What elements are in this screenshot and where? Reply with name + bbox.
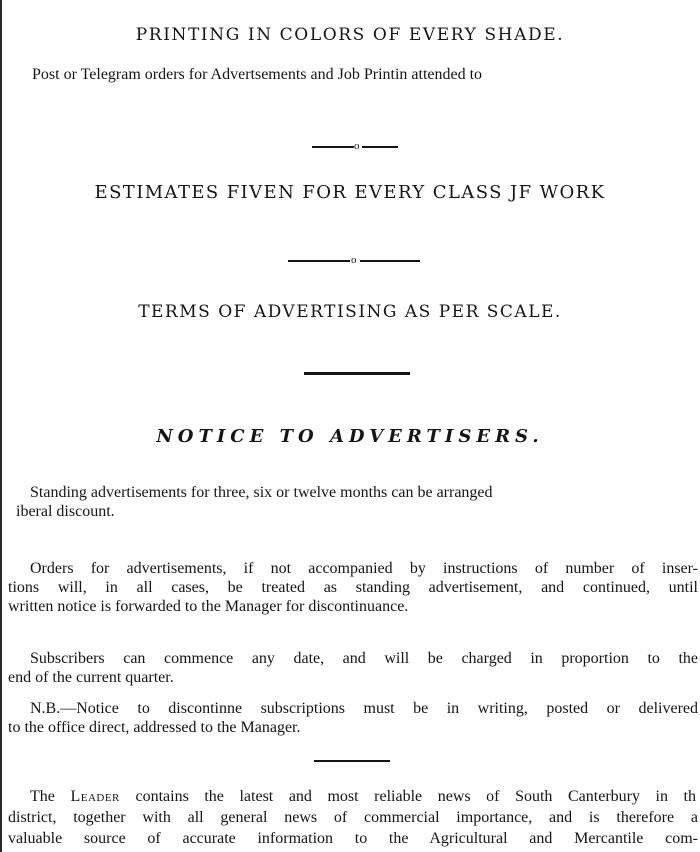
terms-heading: TERMS OF ADVERTISING AS PER SCALE. (138, 302, 562, 322)
leader-name: Leader (70, 788, 120, 805)
notice-heading: NOTICE TO ADVERTISERS. (156, 426, 544, 447)
estimates-heading: ESTIMATES FIVEN FOR EVERY CLASS JF WORK (94, 182, 606, 203)
printing-heading: PRINTING IN COLORS OF EVERY SHADE. (135, 25, 565, 45)
orders-line-3: written notice is forwarded to the Manager for discontinuance. (8, 598, 409, 615)
ornament-rule-left (312, 146, 354, 148)
leader-text-1: contains the latest and most reliable news of South Canterbury in th (135, 788, 697, 805)
leader-line-3: valuable source of accurate information to the Agricultural and Mercantile com- (8, 830, 698, 847)
nb-line-2: to the office direct, addressed to the Manager. (8, 719, 301, 736)
ornament-dot: o (351, 254, 357, 266)
orders-line-1: Orders for advertisements, if not accompanied by instructions of number of inser- (30, 560, 698, 577)
leader-line-1 (30, 788, 696, 806)
section-rule (314, 760, 390, 762)
ornament-rule-right (360, 260, 420, 262)
subscribers-line-1: Subscribers can commence any date, and will be charged in proportion to the (30, 650, 698, 667)
ornament-dot: o (354, 140, 360, 152)
leader-line-2: district, together with all general news of commercial importance, and is therefore a (8, 809, 698, 826)
leader-prefix: The (30, 788, 55, 805)
subscribers-line-2: end of the current quarter. (8, 669, 174, 686)
nb-line-1: N.B.—Notice to discontinne subscriptions must be in writing, posted or delivered (30, 700, 698, 717)
ornament-rule-right (362, 146, 398, 148)
section-rule (304, 372, 410, 375)
standing-line-1: Standing advertisements for three, six or twelve months can be arranged (30, 484, 493, 501)
post-orders-line: Post or Telegram orders for Advertsements and Job Printin attended to (32, 66, 483, 83)
ornament-rule-left (288, 260, 350, 262)
orders-line-2: tions will, in all cases, be treated as standing advertisement, and continued, until (8, 579, 698, 596)
standing-line-2: iberal discount. (16, 503, 115, 520)
